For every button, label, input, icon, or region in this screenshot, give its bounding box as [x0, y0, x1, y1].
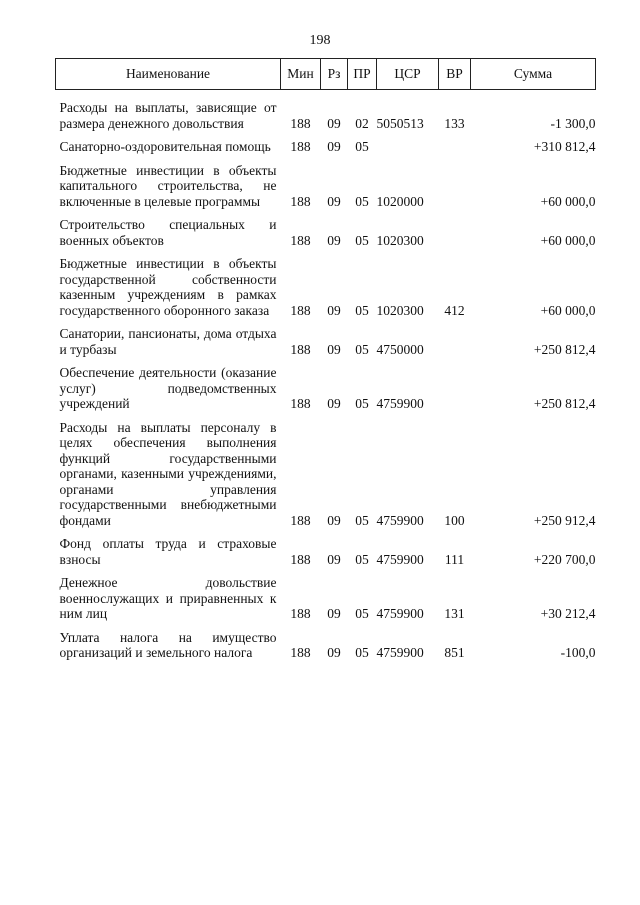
cell-sum: -1 300,0 [550, 115, 596, 131]
budget-table [55, 58, 596, 661]
cell-vr: 111 [444, 551, 465, 567]
header-csr: ЦСР [377, 59, 439, 90]
cell-min: 188 [290, 606, 311, 621]
cell-sum: +60 000,0 [540, 193, 596, 209]
cell-name: Денежное довольствие военнослужащих и приравненных к ним лиц [59, 575, 277, 621]
cell-name: Фонд оплаты труда и страховые взносы [59, 536, 277, 567]
cell-name: Санатории, пансионаты, дома отдыха и турбазы [59, 326, 277, 357]
cell-sum: +250 812,4 [533, 396, 596, 411]
cell-csr: 1020000 [376, 193, 424, 209]
cell-pr: 05 [355, 645, 369, 660]
cell-pr: 05 [355, 396, 369, 411]
cell-pr: 05 [355, 302, 369, 318]
cell-min: 188 [290, 341, 311, 357]
table-row [56, 209, 596, 248]
cell-csr: 1020300 [376, 232, 424, 248]
table-row [56, 357, 596, 412]
cell-vr: 100 [444, 512, 465, 528]
cell-vr [439, 155, 471, 210]
cell-name: Уплата налога на имущество организаций и земельного налога [59, 629, 277, 660]
cell-name: Санаторно-оздоровительная помощь [59, 139, 271, 154]
table-row [56, 248, 596, 318]
cell-csr: 5050513 [376, 115, 424, 131]
cell-name: Строительство специальных и военных объектов [59, 217, 277, 248]
cell-min: 188 [290, 302, 311, 318]
cell-rz: 09 [327, 302, 341, 318]
cell-name: Расходы на выплаты, зависящие от размера денежного довольствия [59, 100, 277, 131]
header-vr: ВР [439, 59, 471, 90]
cell-csr [377, 131, 439, 155]
cell-pr: 05 [355, 193, 369, 209]
cell-min: 188 [290, 512, 311, 528]
cell-rz: 09 [327, 645, 341, 660]
cell-min: 188 [290, 551, 311, 567]
cell-pr: 02 [355, 115, 369, 131]
cell-min: 188 [290, 115, 311, 131]
cell-sum: +220 700,0 [533, 551, 596, 567]
cell-vr: 851 [444, 645, 465, 660]
table-row [56, 412, 596, 529]
cell-min: 188 [290, 193, 311, 209]
cell-vr: 131 [444, 606, 465, 621]
cell-rz: 09 [327, 139, 341, 154]
cell-name: Бюджетные инвестиции в объекты капитального строительства, не включенные в целевые программы [59, 162, 277, 209]
cell-min: 188 [290, 232, 311, 248]
cell-min: 188 [290, 396, 311, 411]
header-min: Мин [281, 59, 321, 90]
table-row [56, 567, 596, 622]
cell-sum: +310 812,4 [533, 139, 596, 154]
cell-csr: 4759900 [376, 645, 424, 660]
table-row [56, 90, 596, 132]
cell-vr: 133 [444, 115, 465, 131]
cell-min: 188 [290, 645, 311, 660]
cell-name: Расходы на выплаты персоналу в целях обеспечения выполнения функций государственными органами, казенными учреждениями, органами управления государственными внебюджетными фондами [59, 419, 277, 528]
cell-csr: 4750000 [376, 341, 424, 357]
cell-sum: -100,0 [560, 645, 596, 660]
cell-name: Обеспечение деятельности (оказание услуг) подведомственных учреждений [59, 365, 277, 411]
cell-vr [439, 318, 471, 357]
cell-min: 188 [290, 139, 311, 154]
cell-pr: 05 [355, 551, 369, 567]
cell-rz: 09 [327, 551, 341, 567]
cell-sum: +250 912,4 [533, 512, 596, 528]
cell-vr [439, 131, 471, 155]
cell-csr: 1020300 [376, 302, 424, 318]
header-sum: Сумма [471, 59, 596, 90]
page-number: 198 [309, 33, 331, 48]
cell-pr: 05 [355, 341, 369, 357]
header-name: Наименование [56, 59, 281, 90]
cell-vr [439, 357, 471, 412]
table-row [56, 131, 596, 155]
cell-csr: 4759900 [376, 551, 424, 567]
table-body [56, 90, 596, 661]
cell-vr [439, 209, 471, 248]
cell-pr: 05 [355, 232, 369, 248]
table-row [56, 318, 596, 357]
table-header-row [56, 59, 596, 90]
cell-sum: +250 812,4 [533, 341, 596, 357]
cell-rz: 09 [327, 396, 341, 411]
cell-sum: +60 000,0 [540, 302, 596, 318]
header-pr: ПР [348, 59, 377, 90]
cell-csr: 4759900 [376, 606, 424, 621]
cell-rz: 09 [327, 193, 341, 209]
cell-vr: 412 [444, 302, 465, 318]
cell-csr: 4759900 [376, 396, 424, 411]
cell-pr: 05 [355, 139, 369, 154]
cell-pr: 05 [355, 512, 369, 528]
cell-rz: 09 [327, 512, 341, 528]
table-row [56, 155, 596, 210]
cell-rz: 09 [327, 232, 341, 248]
cell-rz: 09 [327, 606, 341, 621]
cell-rz: 09 [327, 341, 341, 357]
table-row [56, 528, 596, 567]
cell-name: Бюджетные инвестиции в объекты государственной собственности казенным учреждениям в рамках государственного оборонного заказа [59, 256, 277, 318]
table-row [56, 622, 596, 661]
cell-pr: 05 [355, 606, 369, 621]
cell-sum: +60 000,0 [540, 232, 596, 248]
cell-csr: 4759900 [376, 512, 424, 528]
header-rz: Рз [321, 59, 348, 90]
cell-sum: +30 212,4 [540, 606, 596, 621]
cell-rz: 09 [327, 115, 341, 131]
